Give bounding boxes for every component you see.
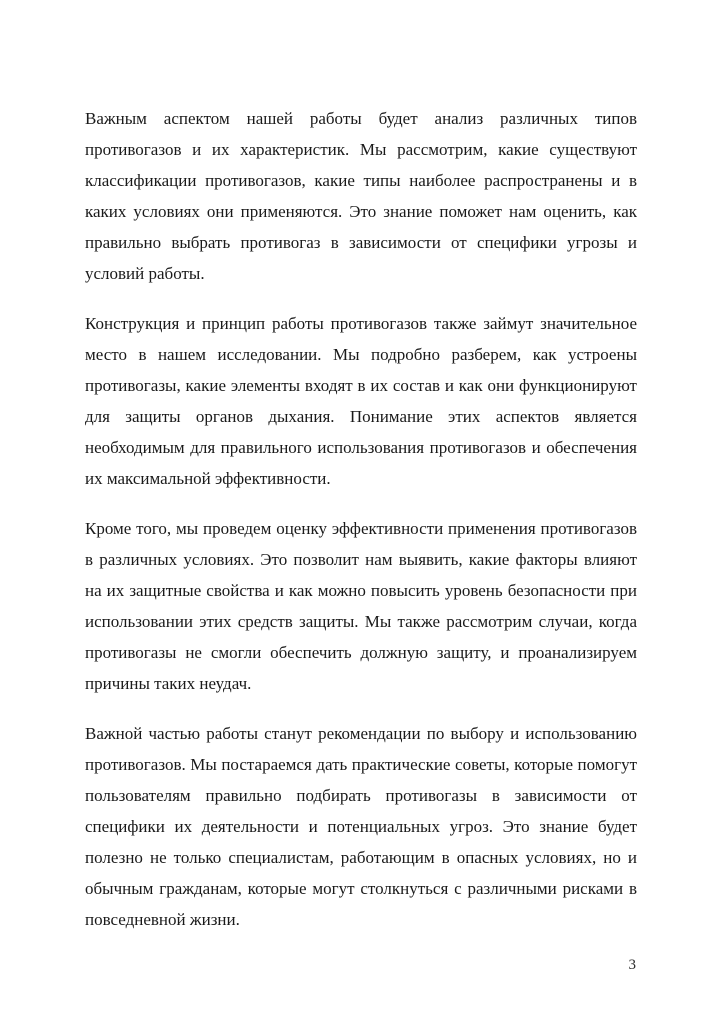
- paragraph: Конструкция и принцип работы противогазов также займут значительное место в нашем исследовании. Мы подробно разберем, как устроены противогазы, какие элементы входят в их состав и как они функционируют для защиты органов дыхания. Понимание этих аспектов является необходимым для правильного использования противогазов и обеспечения их максимальной эффективности.: [85, 314, 637, 488]
- text-body: [85, 103, 637, 954]
- paragraph: Важной частью работы станут рекомендации по выбору и использованию противогазов. Мы постараемся дать практические советы, которые помогут пользователям правильно подбирать противогазы в зависимости от специфики их деятельности и потенциальных угроз. Это знание будет полезно не только специалистам, работающим в опасных условиях, но и обычным гражданам, которые могут столкнуться с различными рисками в повседневной жизни.: [85, 724, 637, 929]
- paragraph: Важным аспектом нашей работы будет анализ различных типов противогазов и их характеристик. Мы рассмотрим, какие существуют классификации противогазов, какие типы наиболее распространены и в каких условиях они применяются. Это знание поможет нам оценить, как правильно выбрать противогаз в зависимости от специфики угрозы и условий работы.: [85, 109, 637, 283]
- paragraph: Кроме того, мы проведем оценку эффективности применения противогазов в различных условиях. Это позволит нам выявить, какие факторы влияют на их защитные свойства и как можно повысить уровень безопасности при использовании этих средств защиты. Мы также рассмотрим случаи, когда противогазы не смогли обеспечить должную защиту, и проанализируем причины таких неудач.: [85, 519, 637, 693]
- page-number: 3: [628, 957, 636, 973]
